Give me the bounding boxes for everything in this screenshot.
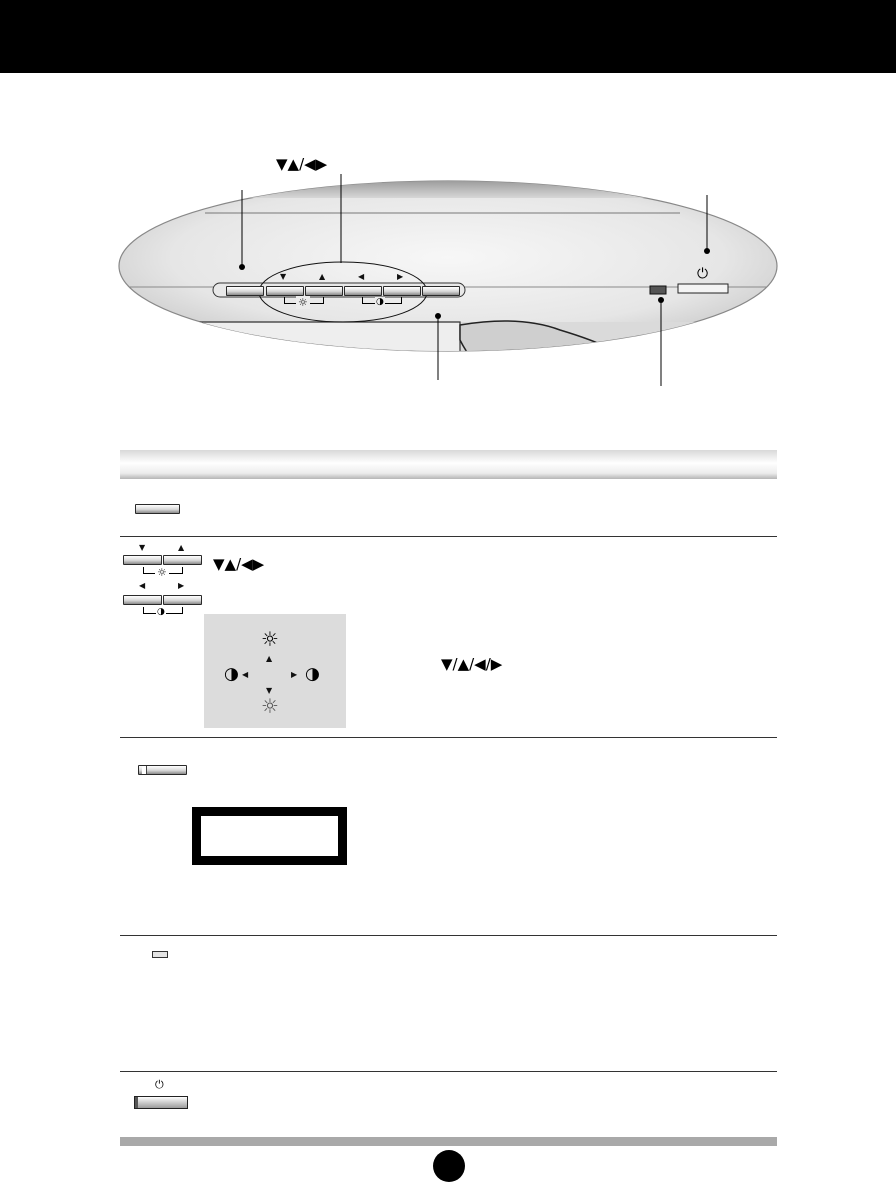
diagram-brightness-icon: ☼ xyxy=(298,296,308,309)
page-number-badge xyxy=(433,1150,465,1182)
adjust-brightness-icon: ☼ xyxy=(157,566,167,579)
diagram-down-button xyxy=(266,286,304,296)
diagram-right-button xyxy=(383,286,421,296)
diagram-left-arrow-icon: ◀ xyxy=(358,272,365,281)
controls-table-header xyxy=(120,450,777,479)
menu-button-illustration xyxy=(135,504,180,514)
diagram-down-arrow-icon: ▼ xyxy=(280,272,287,281)
adjust-down-arrow-icon: ▼ xyxy=(139,543,146,552)
row-divider xyxy=(120,935,777,936)
diagram-arrow-keys-label: ▼▲/◀▶ xyxy=(276,155,328,173)
adjust-arrow-keys-label-alt: ▼/▲/◀/▶ xyxy=(441,655,503,673)
adjust-right-button-illustration xyxy=(163,595,202,605)
brightness-high-icon: ☼ xyxy=(261,627,279,651)
demo-up-arrow-icon: ▲ xyxy=(266,654,273,663)
adjust-demo-panel xyxy=(204,614,346,728)
demo-right-arrow-icon: ▶ xyxy=(291,670,298,679)
diagram-left-button xyxy=(344,286,382,296)
diagram-up-arrow-icon: ▲ xyxy=(319,272,326,281)
page-header-bar xyxy=(0,0,896,73)
adjust-left-arrow-icon: ◀ xyxy=(139,581,146,590)
diagram-menu-button xyxy=(226,286,264,296)
diagram-right-arrow-icon: ▶ xyxy=(397,272,404,281)
adjust-up-arrow-icon: ▲ xyxy=(178,543,185,552)
power-indicator-illustration xyxy=(152,951,168,958)
adjust-arrow-keys-label: ▼▲/◀▶ xyxy=(213,555,265,573)
power-button-illustration xyxy=(134,1096,188,1109)
diagram-select-button xyxy=(422,286,460,296)
brightness-low-icon: ☼ xyxy=(261,694,279,718)
adjust-contrast-icon: ◑ xyxy=(157,607,165,617)
contrast-low-icon: ◑ xyxy=(224,664,239,684)
demo-left-arrow-icon: ◀ xyxy=(242,670,249,679)
page-footer-bar xyxy=(120,1137,777,1146)
diagram-contrast-icon: ◑ xyxy=(376,297,384,307)
select-button-illustration xyxy=(138,765,187,775)
select-display-box-inner xyxy=(201,816,338,856)
power-icon: ⏻ xyxy=(155,1078,164,1091)
demo-down-arrow-icon: ▼ xyxy=(266,686,273,695)
adjust-right-arrow-icon: ▶ xyxy=(178,581,185,590)
diagram-up-button xyxy=(305,286,343,296)
contrast-high-icon: ◑ xyxy=(305,664,320,684)
monitor-front-panel-diagram xyxy=(0,150,896,400)
adjust-up-button-illustration xyxy=(163,555,202,565)
diagram-power-icon: ⏻ xyxy=(697,266,709,282)
row-divider xyxy=(120,1071,777,1072)
row-divider xyxy=(120,536,777,537)
row-divider xyxy=(120,737,777,738)
select-display-box xyxy=(192,807,347,865)
adjust-left-button-illustration xyxy=(123,595,162,605)
adjust-down-button-illustration xyxy=(123,555,162,565)
